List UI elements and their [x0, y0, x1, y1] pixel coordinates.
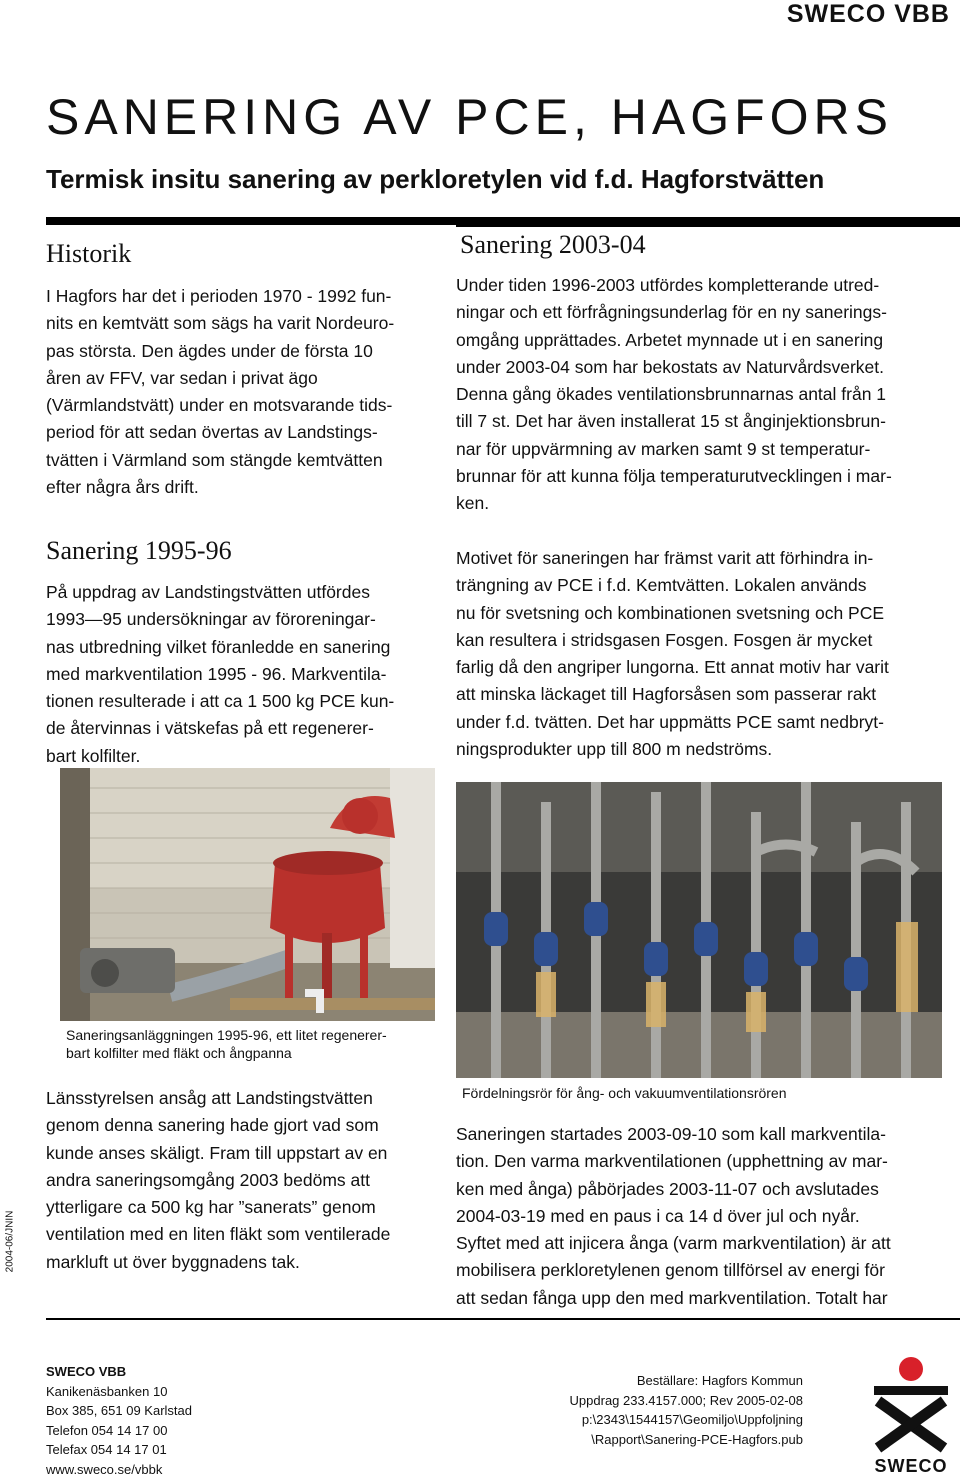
footer-assignment: Uppdrag 233.4157.000; Rev 2005-02-08 — [569, 1392, 803, 1408]
photo-caption-right: Fördelningsrör för ång- och vakuumventilationsrören — [462, 1085, 787, 1101]
kolfilter-equipment-illustration — [60, 768, 435, 1021]
footer-fax: Telefax 054 14 17 01 — [46, 1442, 167, 1457]
footer-address — [46, 1362, 296, 1479]
right-column-rule — [456, 222, 960, 227]
pipes-illustration — [456, 782, 942, 1078]
footer-order-info — [540, 1371, 803, 1449]
footer-path-1: p:\2343\1544157\Geomiljo\Uppfoljning — [581, 1412, 803, 1427]
historik-text: I Hagfors har det i perioden 1970 - 1992 fun- nits en kemtvätt som sägs ha varit Nordeuro- pas största. Den ägdes under de första 10 åren av FFV, var sedan i privat ägo (Värmlandstvätt) under en motsvarande tids- period för att sedan övertas av Landstings- tvätten i Värmland som stängde kemtvätten efter några års drift. — [46, 286, 395, 498]
footer-website[interactable]: www.sweco.se/vbbk — [46, 1461, 163, 1477]
sanering-1995-text: På uppdrag av Landstingstvätten utfördes 1993—95 undersökningar av föroreningar- nas utbredning vilket föranledde en sanering med markventilation 1995 - 96. Markventila- tionen resulterade i att ca 1 500 kg PCE kun- de återvinnas i vätskefas på ett regenerer- bart kolfilter. — [46, 582, 395, 766]
sanering-2003-text: Under tiden 1996-2003 utfördes kompletterande utred- ningar och ett förfrågningsunderlag för en ny sanerings- omgång upprättades. Arbetet mynnade ut i en sanering under 2003-04 som har bekostats av Naturvårdsverket. Denna gång ökades ventilationsbrunnarnas antal från 1 till 7 st. Det har även installerat 15 st ånginjektionsbrun- nar för uppvärmning av marken samt 9 st temperatur- brunnar för att kunna följa temperaturutvecklingen i mar- ken. — [456, 275, 892, 514]
photo-remediation-plant-1995 — [60, 768, 435, 1021]
footer-phone: Telefon 054 14 17 00 — [46, 1422, 168, 1438]
heading-historik: Historik — [46, 239, 132, 268]
footer-box: Box 385, 651 09 Karlstad — [46, 1403, 192, 1418]
page-subtitle: Termisk insitu sanering av perkloretylen vid f.d. Hagforstvätten — [46, 164, 825, 194]
sweco-logo-icon — [866, 1356, 956, 1478]
heading-sanering-1995: Sanering 1995-96 — [46, 536, 232, 565]
brand-wordmark: SWECO VBB — [786, 0, 950, 28]
footer-company: SWECO VBB — [46, 1364, 127, 1379]
footer-path-2: \Rapport\Sanering-PCE-Hagfors.pub — [591, 1431, 803, 1447]
motiv-text: Motivet för saneringen har främst varit att förhindra in- trängning av PCE i f.d. Kemtvätten. Lokalen används nu för svetsning och kombinationen svetsning och PCE kan resultera i stridsgasen Fosgen. Fosgen är mycket farlig då den angriper lungorna. Ett annat motiv har varit att minska läckaget till Hagforsåsen som passerar rakt under f.d. tvätten. Det har uppmätts PCE samt nedbryt- ningsprodukter upp till 800 m nedströms. — [456, 548, 889, 760]
lansstyrelsen-text: Länsstyrelsen ansåg att Landstingstvätten genom denna sanering hade gjort vad som kunde anses skäligt. Fram till uppstart av en andra saneringsomgång 2003 bedöms att ytterligare ca 500 kg har ”sanerats” genom ventilation med en liten fläkt som ventilerade markluft ut över byggnadens tak. — [46, 1088, 391, 1272]
saneringen-startades-text: Saneringen startades 2003-09-10 som kall markventila- tion. Den varma markventilationen (upphettning av mar- ken med ånga) påbörjades 2003-11-07 och avslutades 2004-03-19 med en paus i ca 14 d över jul och nyår. Syftet med att injicera ånga (varm markventilation) är att mobilisera perkloretylenen genom tillförsel av energi för att sedan fånga upp den med markventilation. Totalt har — [456, 1124, 891, 1308]
photo-distribution-pipes — [456, 782, 942, 1078]
sweco-logo-mark-icon — [866, 1356, 956, 1456]
footer-client: Beställare: Hagfors Kommun — [636, 1373, 803, 1388]
page-title: SANERING AV PCE, HAGFORS — [46, 89, 894, 145]
document-code-vertical: 2004-06/JNIN — [4, 1210, 16, 1273]
footer-divider — [46, 1318, 960, 1320]
photo-caption-left: Saneringsanläggningen 1995-96, ett litet regenerer- bart kolfilter med fläkt och ångpanna — [66, 1027, 387, 1061]
footer-street: Kanikenäsbanken 10 — [46, 1383, 168, 1399]
heading-sanering-2003: Sanering 2003-04 — [460, 230, 646, 259]
logo-wordmark: SWECO — [874, 1456, 948, 1476]
